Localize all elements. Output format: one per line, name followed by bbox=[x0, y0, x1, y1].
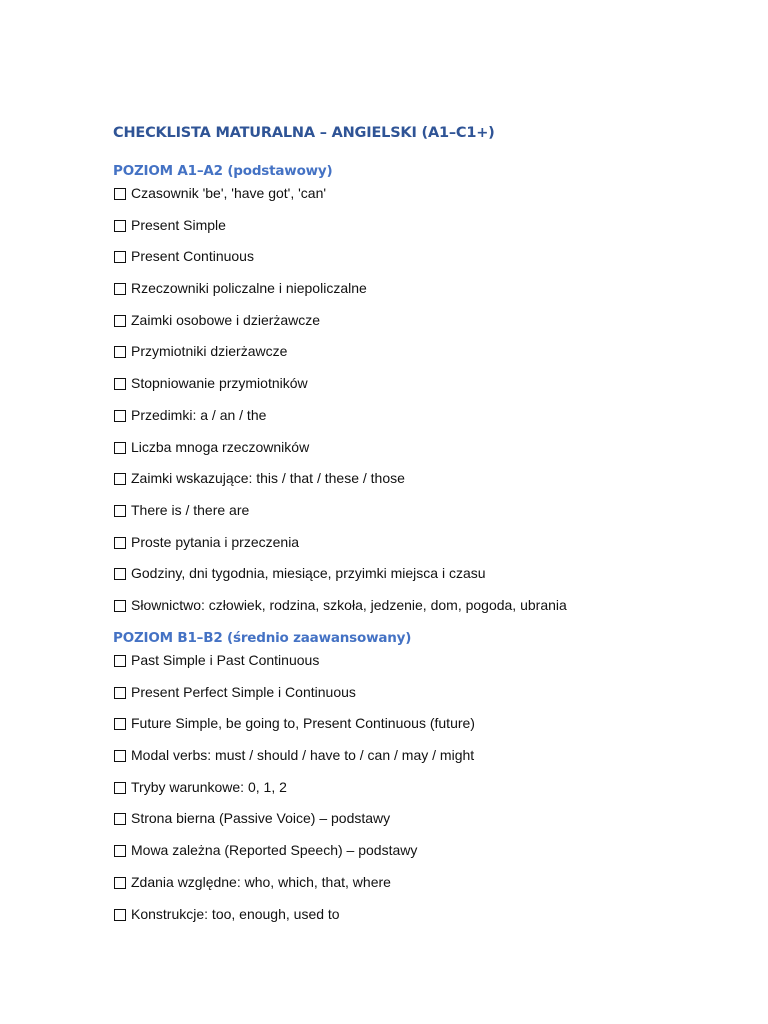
checkbox-icon[interactable] bbox=[114, 188, 126, 200]
checklist-item-label: Przedimki: a / an / the bbox=[131, 406, 267, 423]
checklist-item bbox=[113, 185, 567, 217]
checklist-item-label: Zaimki osobowe i dzierżawcze bbox=[131, 311, 321, 328]
checkbox-icon[interactable] bbox=[114, 655, 126, 667]
checklist-item bbox=[113, 217, 567, 249]
checklist-item bbox=[113, 375, 567, 407]
checklist-item bbox=[113, 842, 475, 874]
checkbox-icon[interactable] bbox=[114, 687, 126, 699]
checklist-item-label: Liczba mnoga rzeczowników bbox=[131, 438, 310, 455]
checkbox-icon[interactable] bbox=[114, 718, 126, 730]
checklist-item bbox=[113, 684, 475, 716]
checklist-item bbox=[113, 747, 475, 779]
checkbox-icon[interactable] bbox=[114, 568, 126, 580]
checklist-item bbox=[113, 343, 567, 375]
checklist-item-label: Past Simple i Past Continuous bbox=[131, 652, 320, 668]
checkbox-icon[interactable] bbox=[114, 378, 126, 390]
checklist-item-label: Czasownik 'be', 'have got', 'can' bbox=[131, 185, 327, 201]
section-heading-b1-b2: POZIOM B1–B2 (średnio zaawansowany) bbox=[113, 630, 412, 646]
checklist-item bbox=[113, 597, 567, 629]
checkbox-icon[interactable] bbox=[114, 782, 126, 794]
checklist-item-label: Present Continuous bbox=[131, 248, 254, 265]
checkbox-icon[interactable] bbox=[114, 410, 126, 422]
checkbox-icon[interactable] bbox=[114, 346, 126, 358]
checklist-item-label: Godziny, dni tygodnia, miesiące, przyimki miejsca i czasu bbox=[131, 565, 486, 582]
checkbox-icon[interactable] bbox=[114, 315, 126, 327]
checklist-item bbox=[113, 280, 567, 312]
checkbox-icon[interactable] bbox=[114, 442, 126, 454]
checkbox-icon[interactable] bbox=[114, 600, 126, 612]
checkbox-icon[interactable] bbox=[114, 537, 126, 549]
checkbox-icon[interactable] bbox=[114, 750, 126, 762]
checklist-item bbox=[113, 874, 475, 906]
checklist-item bbox=[113, 810, 475, 842]
checklist-item-label: Mowa zależna (Reported Speech) – podstawy bbox=[131, 842, 418, 859]
checklist-item-label: There is / there are bbox=[131, 501, 250, 518]
checklist-b1-b2 bbox=[113, 652, 475, 937]
checkbox-icon[interactable] bbox=[114, 473, 126, 485]
checkbox-icon[interactable] bbox=[114, 909, 126, 921]
checkbox-icon[interactable] bbox=[114, 283, 126, 295]
checkbox-icon[interactable] bbox=[114, 251, 126, 263]
checklist-item-label: Present Simple bbox=[131, 216, 226, 233]
checklist-item bbox=[113, 312, 567, 344]
checklist-item bbox=[113, 534, 567, 566]
checklist-item-label: Proste pytania i przeczenia bbox=[131, 533, 300, 550]
checklist-item-label: Zdania względne: who, which, that, where bbox=[131, 873, 391, 890]
checklist-item bbox=[113, 439, 567, 471]
checklist-item-label: Present Perfect Simple i Continuous bbox=[131, 683, 356, 700]
section-heading-a1-a2: POZIOM A1–A2 (podstawowy) bbox=[113, 163, 333, 179]
checkbox-icon[interactable] bbox=[114, 505, 126, 517]
checklist-item bbox=[113, 652, 475, 684]
checklist-item-label: Słownictwo: człowiek, rodzina, szkoła, jedzenie, dom, pogoda, ubrania bbox=[131, 596, 567, 613]
checkbox-icon[interactable] bbox=[114, 220, 126, 232]
document-title: CHECKLISTA MATURALNA – ANGIELSKI (A1–C1+) bbox=[113, 125, 495, 141]
checklist-item bbox=[113, 470, 567, 502]
checklist-item bbox=[113, 565, 567, 597]
checklist-item-label: Future Simple, be going to, Present Continuous (future) bbox=[131, 715, 475, 732]
checklist-item-label: Rzeczowniki policzalne i niepoliczalne bbox=[131, 280, 367, 297]
checklist-item bbox=[113, 248, 567, 280]
checklist-a1-a2 bbox=[113, 185, 567, 629]
checkbox-icon[interactable] bbox=[114, 813, 126, 825]
checklist-item-label: Modal verbs: must / should / have to / can / may / might bbox=[131, 747, 475, 764]
checklist-item bbox=[113, 906, 475, 938]
checklist-item-label: Przymiotniki dzierżawcze bbox=[131, 343, 288, 360]
checklist-item bbox=[113, 407, 567, 439]
checklist-item-label: Zaimki wskazujące: this / that / these / those bbox=[131, 470, 405, 487]
checklist-item-label: Stopniowanie przymiotników bbox=[131, 375, 308, 392]
checklist-item bbox=[113, 779, 475, 811]
checklist-item-label: Konstrukcje: too, enough, used to bbox=[131, 905, 340, 922]
checklist-item-label: Tryby warunkowe: 0, 1, 2 bbox=[131, 778, 287, 795]
checkbox-icon[interactable] bbox=[114, 877, 126, 889]
checkbox-icon[interactable] bbox=[114, 845, 126, 857]
checklist-item bbox=[113, 502, 567, 534]
checklist-item-label: Strona bierna (Passive Voice) – podstawy bbox=[131, 810, 391, 827]
checklist-item bbox=[113, 715, 475, 747]
